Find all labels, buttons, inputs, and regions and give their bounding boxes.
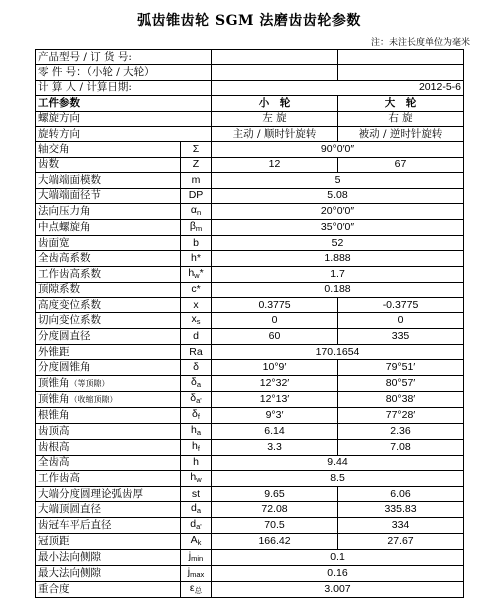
rotation-label: 旋转方向 bbox=[36, 126, 212, 141]
rotation-pinion: 主动 / 顺时针旋转 bbox=[212, 126, 338, 141]
symbol: st bbox=[181, 487, 212, 502]
symbol: b bbox=[181, 235, 212, 250]
symbol: m bbox=[181, 173, 212, 188]
pinion-value: 166.42 bbox=[212, 534, 338, 550]
row-shaft-angle bbox=[36, 142, 464, 157]
label: 齿冠车平后直径 bbox=[36, 518, 181, 534]
column-header-row bbox=[36, 96, 464, 111]
rotation-gear: 被动 / 逆时针旋转 bbox=[338, 126, 464, 141]
unit-note: 注：未注长度单位为毫米 bbox=[370, 38, 470, 48]
row-contact-ratio bbox=[36, 582, 464, 598]
gear-value: 6.06 bbox=[338, 487, 464, 502]
pinion-value: 6.14 bbox=[212, 423, 338, 439]
row-face-angle-2 bbox=[36, 391, 464, 407]
pinion-value: 10°9′ bbox=[212, 360, 338, 375]
symbol: $d_{a'}$ bbox=[181, 518, 212, 534]
label: 高度变位系数 bbox=[36, 298, 181, 313]
symbol: $\beta_m$ bbox=[181, 219, 212, 235]
row-face-angle bbox=[36, 375, 464, 391]
row-pitch-dia bbox=[36, 188, 464, 203]
symbol: $A_k$ bbox=[181, 534, 212, 550]
symbol: Σ bbox=[181, 142, 212, 157]
pinion-value: 9.65 bbox=[212, 487, 338, 502]
label: 齿面宽 bbox=[36, 235, 181, 250]
label: 顶隙系数 bbox=[36, 282, 181, 297]
value: 1.888 bbox=[212, 251, 464, 266]
rotation-row bbox=[36, 126, 464, 141]
value: 8.5 bbox=[212, 471, 464, 487]
pinion-header: 小 轮 bbox=[212, 96, 338, 111]
pinion-value: 70.5 bbox=[212, 518, 338, 534]
calc-row bbox=[36, 80, 464, 95]
symbol: Z bbox=[181, 157, 212, 172]
label: 大端顶圆直径 bbox=[36, 502, 181, 518]
gear-value: 7.08 bbox=[338, 439, 464, 455]
part-pinion bbox=[212, 65, 338, 80]
row-crown-dia bbox=[36, 518, 464, 534]
value: 5.08 bbox=[212, 188, 464, 203]
value: 5 bbox=[212, 173, 464, 188]
label: 法向压力角 bbox=[36, 203, 181, 219]
row-teeth bbox=[36, 157, 464, 172]
row-work-depth bbox=[36, 471, 464, 487]
pinion-value: 9°3′ bbox=[212, 407, 338, 423]
label: 最大法向侧隙 bbox=[36, 566, 181, 582]
gear-value: 77°28′ bbox=[338, 407, 464, 423]
value: 0.188 bbox=[212, 282, 464, 297]
row-thick-shift bbox=[36, 313, 464, 329]
label: 齿根高 bbox=[36, 439, 181, 455]
row-thickness bbox=[36, 487, 464, 502]
value: 20°0′0″ bbox=[212, 203, 464, 219]
label: 冠顶距 bbox=[36, 534, 181, 550]
label: 分度圆直径 bbox=[36, 329, 181, 344]
gear-value: 2.36 bbox=[338, 423, 464, 439]
gear-value: 335.83 bbox=[338, 502, 464, 518]
label: 轴交角 bbox=[36, 142, 181, 157]
row-pitch-circle bbox=[36, 329, 464, 344]
symbol: Ra bbox=[181, 344, 212, 359]
row-crown-to-cr bbox=[36, 534, 464, 550]
symbol: c* bbox=[181, 282, 212, 297]
row-dedendum bbox=[36, 439, 464, 455]
symbol: $\delta_{a'}$ bbox=[181, 391, 212, 407]
row-work-coef bbox=[36, 266, 464, 282]
spiral-row bbox=[36, 111, 464, 126]
label: 分度圆锥角 bbox=[36, 360, 181, 375]
pinion-value: 12°32′ bbox=[212, 375, 338, 391]
part-gear bbox=[338, 65, 464, 80]
gear-value: 334 bbox=[338, 518, 464, 534]
product-label: 产品型号 / 订 货 号: bbox=[36, 50, 212, 65]
product-pinion bbox=[212, 50, 338, 65]
symbol: $h_w*$ bbox=[181, 266, 212, 282]
label: 齿顶高 bbox=[36, 423, 181, 439]
label: 全齿高 bbox=[36, 455, 181, 470]
pinion-value: 60 bbox=[212, 329, 338, 344]
param-header: 工件参数 bbox=[36, 96, 212, 111]
symbol: $d_a$ bbox=[181, 502, 212, 518]
label: 中点螺旋角 bbox=[36, 219, 181, 235]
symbol: x bbox=[181, 298, 212, 313]
symbol: $\varepsilon_总$ bbox=[181, 582, 212, 598]
product-row bbox=[36, 50, 464, 65]
value: 1.7 bbox=[212, 266, 464, 282]
symbol: d bbox=[181, 329, 212, 344]
product-gear bbox=[338, 50, 464, 65]
calc-label: 计 算 人 / 计算日期: bbox=[36, 80, 212, 95]
symbol: δ bbox=[181, 360, 212, 375]
label: 齿数 bbox=[36, 157, 181, 172]
row-module bbox=[36, 173, 464, 188]
row-cone-dist bbox=[36, 344, 464, 359]
row-addendum bbox=[36, 423, 464, 439]
label: 顶锥角（收缩顶隙） bbox=[36, 391, 181, 407]
label: 全齿高系数 bbox=[36, 251, 181, 266]
value: 170.1654 bbox=[212, 344, 464, 359]
gear-value: 80°57′ bbox=[338, 375, 464, 391]
label: 切向变位系数 bbox=[36, 313, 181, 329]
calc-date: 2012-5-6 bbox=[212, 80, 464, 95]
part-row bbox=[36, 65, 464, 80]
gear-value: 79°51′ bbox=[338, 360, 464, 375]
symbol: $\delta_a$ bbox=[181, 375, 212, 391]
label: 大端端面径节 bbox=[36, 188, 181, 203]
spiral-pinion: 左 旋 bbox=[212, 111, 338, 126]
value: 0.16 bbox=[212, 566, 464, 582]
label: 根锥角 bbox=[36, 407, 181, 423]
pinion-value: 12 bbox=[212, 157, 338, 172]
pinion-value: 3.3 bbox=[212, 439, 338, 455]
label: 工作齿高系数 bbox=[36, 266, 181, 282]
pinion-value: 0 bbox=[212, 313, 338, 329]
symbol: $j_{max}$ bbox=[181, 566, 212, 582]
row-whole-depth bbox=[36, 455, 464, 470]
value: 3.007 bbox=[212, 582, 464, 598]
value: 52 bbox=[212, 235, 464, 250]
symbol: h* bbox=[181, 251, 212, 266]
label: 外锥距 bbox=[36, 344, 181, 359]
pinion-value: 72.08 bbox=[212, 502, 338, 518]
gear-value: -0.3775 bbox=[338, 298, 464, 313]
spiral-gear: 右 旋 bbox=[338, 111, 464, 126]
row-max-backlash bbox=[36, 566, 464, 582]
gear-value: 67 bbox=[338, 157, 464, 172]
gear-value: 27.67 bbox=[338, 534, 464, 550]
label: 顶锥角（等顶隙） bbox=[36, 375, 181, 391]
gear-value: 335 bbox=[338, 329, 464, 344]
symbol: $h_f$ bbox=[181, 439, 212, 455]
row-outside-dia bbox=[36, 502, 464, 518]
gear-value: 0 bbox=[338, 313, 464, 329]
row-profile-shift bbox=[36, 298, 464, 313]
pinion-value: 12°13′ bbox=[212, 391, 338, 407]
gear-header: 大 轮 bbox=[338, 96, 464, 111]
label: 工作齿高 bbox=[36, 471, 181, 487]
row-spiral-angle bbox=[36, 219, 464, 235]
value: 9.44 bbox=[212, 455, 464, 470]
gear-value: 80°38′ bbox=[338, 391, 464, 407]
label: 大端端面模数 bbox=[36, 173, 181, 188]
symbol: DP bbox=[181, 188, 212, 203]
row-clear-coef bbox=[36, 282, 464, 297]
page-title: 弧齿锥齿轮 SGM 法磨齿齿轮参数 bbox=[137, 13, 361, 29]
symbol: $\alpha_n$ bbox=[181, 203, 212, 219]
pinion-value: 0.3775 bbox=[212, 298, 338, 313]
symbol: $h_a$ bbox=[181, 423, 212, 439]
row-pressure bbox=[36, 203, 464, 219]
label: 最小法向侧隙 bbox=[36, 550, 181, 566]
gear-parameter-table bbox=[35, 49, 464, 598]
row-min-backlash bbox=[36, 550, 464, 566]
label: 大端分度圆理论弧齿厚 bbox=[36, 487, 181, 502]
row-depth-coef bbox=[36, 251, 464, 266]
value: 90°0′0″ bbox=[212, 142, 464, 157]
spiral-label: 螺旋方向 bbox=[36, 111, 212, 126]
symbol: h bbox=[181, 455, 212, 470]
row-root-angle bbox=[36, 407, 464, 423]
row-pitch-angle bbox=[36, 360, 464, 375]
label: 重合度 bbox=[36, 582, 181, 598]
symbol: $j_{min}$ bbox=[181, 550, 212, 566]
symbol: $\delta_f$ bbox=[181, 407, 212, 423]
value: 35°0′0″ bbox=[212, 219, 464, 235]
row-face-width bbox=[36, 235, 464, 250]
symbol: $x_s$ bbox=[181, 313, 212, 329]
value: 0.1 bbox=[212, 550, 464, 566]
symbol: $h_w$ bbox=[181, 471, 212, 487]
part-label: 零 件 号：（小轮 / 大轮） bbox=[36, 65, 212, 80]
